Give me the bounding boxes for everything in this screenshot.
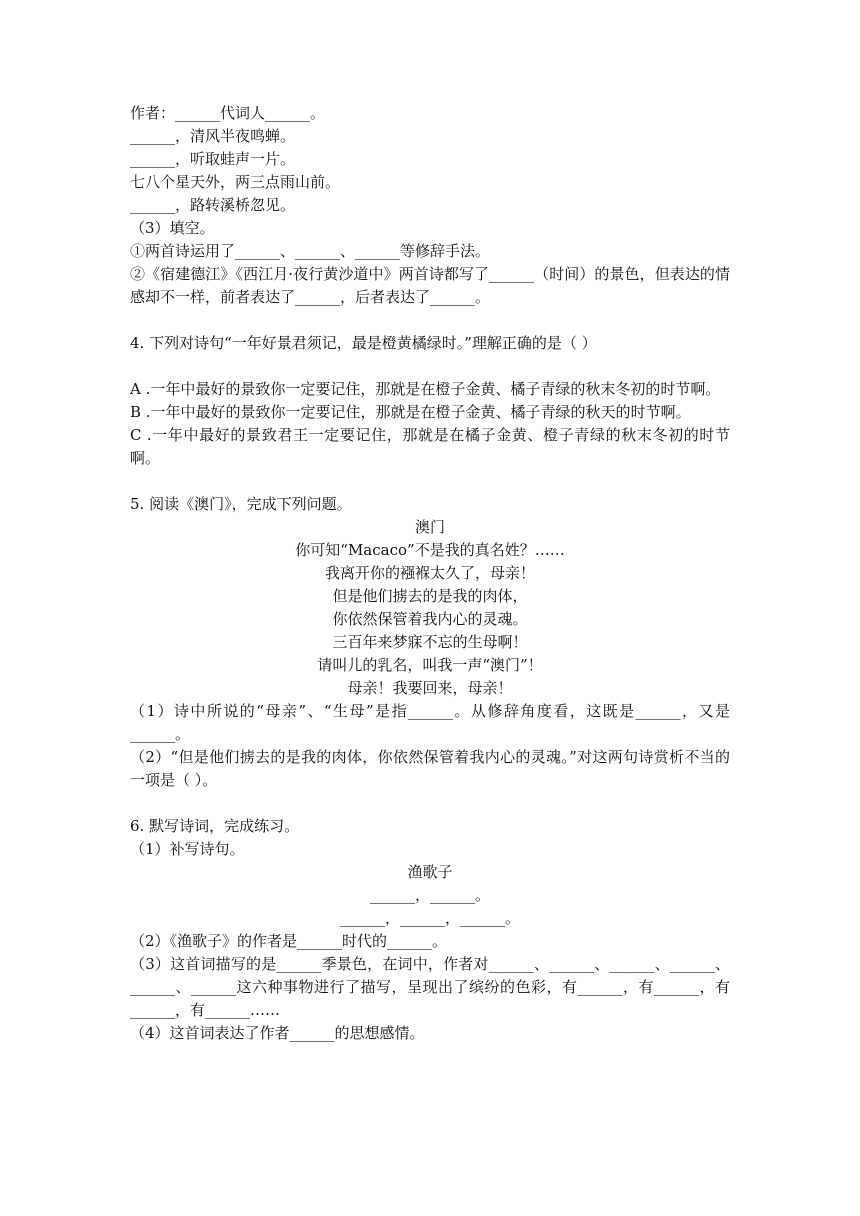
poem-line-3: 七八个星天外，两三点雨山前。	[130, 173, 341, 191]
fill-heading: （3）填空。	[130, 219, 215, 237]
q5-poem-title: 澳门	[414, 518, 445, 536]
q6-poem-title: 渔歌子	[407, 863, 453, 881]
q5-poem-line: 请叫儿的乳名，叫我一声“澳门”！	[317, 656, 543, 674]
q5-poem-line: 母亲！我要回来，母亲！	[347, 679, 513, 697]
q5-poem-line: 你可知“Macaco”不是我的真名姓？……	[295, 541, 565, 559]
q5-poem-line: 我离开你的襁褓太久了，母亲！	[324, 564, 535, 582]
q6-stem: 6. 默写诗词，完成练习。	[130, 817, 300, 835]
q6-sub-2: （2）《渔歌子》的作者是______时代的______。	[130, 932, 448, 950]
q5-poem-line: 你依然保管着我内心的灵魂。	[332, 610, 528, 628]
poem-line-1: ______，清风半夜鸣蝉。	[130, 127, 296, 145]
q5-poem-line: 三百年来梦寐不忘的生母啊！	[332, 633, 528, 651]
q5-poem-line: 但是他们掳去的是我的肉体，	[332, 587, 528, 605]
q6-poem-line-2: ______，______，______。	[339, 909, 520, 927]
poem-line-2: ______，听取蛙声一片。	[130, 150, 296, 168]
q5-stem: 5. 阅读《澳门》，完成下列问题。	[130, 495, 352, 513]
q6-sub-4: （4）这首词表达了作者______的思想感情。	[130, 1024, 425, 1042]
worksheet-page	[130, 102, 730, 1045]
q6-sub-1: （1）补写诗句。	[130, 840, 245, 858]
q5-sub-1: （1）诗中所说的“母亲”、“生母”是指______。从修辞角度看，这既是______，又是______。	[130, 702, 730, 743]
q6-poem-line-1: ______，______。	[369, 886, 490, 904]
fill-item-1: ①两首诗运用了______、______、______等修辞手法。	[130, 242, 491, 260]
poem-line-4: ______，路转溪桥忽见。	[130, 196, 296, 214]
fill-item-2: ②《宿建德江》《西江月·夜行黄沙道中》两首诗都写了______（时间）的景色，但表达的情感却不一样，前者表达了______，后者表达了______。	[130, 265, 730, 306]
q4-option-a: A .一年中最好的景致你一定要记住，那就是在橙子金黄、橘子青绿的秋末冬初的时节啊。	[130, 380, 721, 398]
q4-option-b: B .一年中最好的景致你一定要记住，那就是在橙子金黄、橘子青绿的秋天的时节啊。	[130, 403, 691, 421]
q5-sub-2: （2）“但是他们掳去的是我的肉体，你依然保管着我内心的灵魂。”对这两句诗赏析不当的一项是（ ）。	[130, 748, 730, 789]
q6-sub-3: （3）这首词描写的是______季景色，在词中，作者对______、______、______、______、______、______这六种事物进行了描写，呈现出了缤纷的色彩，有______，有______，有______，有______……	[130, 955, 730, 1019]
author-line: 作者：______代词人______。	[130, 104, 326, 122]
q4-stem: 4. 下列对诗句“一年好景君须记，最是橙黄橘绿时。”理解正确的是（ ）	[130, 334, 597, 352]
q4-option-c: C .一年中最好的景致君王一定要记住，那就是在橘子金黄、橙子青绿的秋末冬初的时节啊。	[130, 426, 730, 467]
